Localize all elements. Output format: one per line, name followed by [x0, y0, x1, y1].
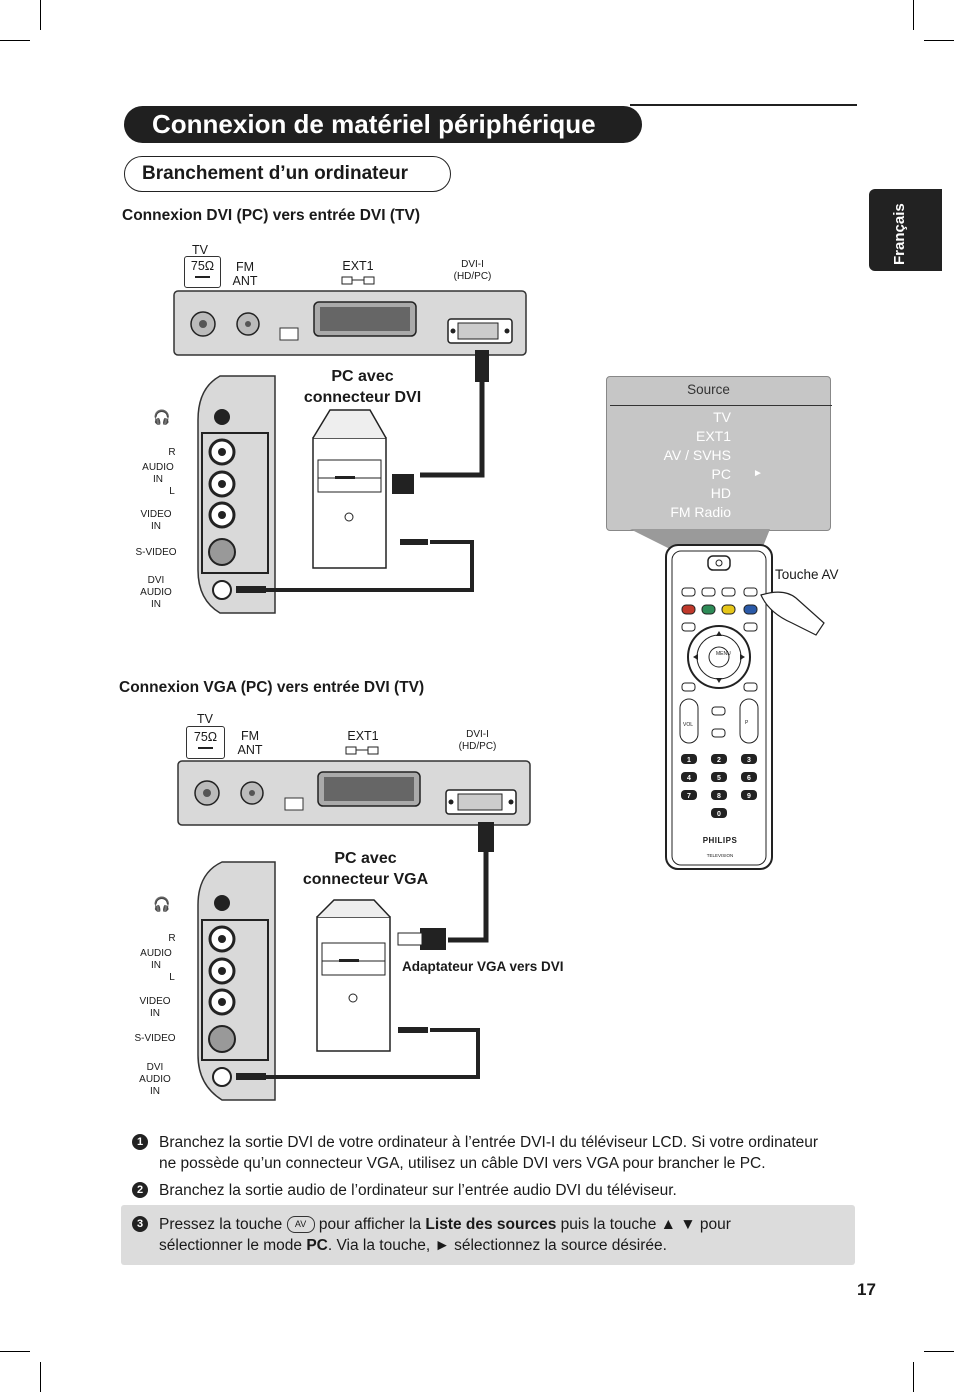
audio-label-1: AUDIO [142, 462, 174, 473]
ext1-arrows-icon [342, 277, 374, 284]
source-menu [606, 376, 831, 531]
section-subtitle: Branchement d’un ordinateur [124, 156, 451, 192]
step-3-a: Pressez la touche [159, 1216, 283, 1233]
pc-tower [313, 438, 386, 568]
svideo-label-2: S-VIDEO [134, 1033, 176, 1044]
fm-label-2a: FM [240, 729, 260, 743]
fm-label-2b: ANT [237, 743, 263, 757]
yellow-button [722, 605, 735, 614]
adapter-label: Adaptateur VGA vers DVI [402, 959, 564, 974]
video-label-1: VIDEO [140, 509, 172, 520]
menu-item-av-svhs[interactable]: AV / SVHS [663, 447, 731, 463]
digit-key-label: 4 [687, 775, 691, 782]
video-label-2b: IN [150, 1008, 160, 1019]
antenna-value: 75Ω [190, 259, 215, 273]
touche-av-label: Touche AV [775, 567, 839, 582]
dvi-audio-label-2: AUDIO [140, 587, 172, 598]
small-port [280, 328, 298, 340]
pc-tower-2 [317, 917, 390, 1051]
menu-button [709, 647, 729, 667]
dvi-audio-port [213, 581, 231, 599]
menu-item-hd[interactable]: HD [710, 485, 731, 501]
step-3-bold-2: PC [306, 1237, 328, 1254]
pc-vga-label-2: connecteur VGA [302, 871, 429, 888]
vga-adapter [420, 928, 446, 950]
step-3-number: 3 [132, 1216, 148, 1232]
digit-key-label: 5 [717, 775, 721, 782]
remote-brand-sub: TELEVISION [706, 853, 734, 858]
digit-key-label: 9 [747, 793, 751, 800]
video-label-2a: VIDEO [139, 996, 171, 1007]
red-button [682, 605, 695, 614]
svideo-port [209, 539, 235, 565]
menu-button-label: MENU [716, 651, 731, 657]
menu-item-tv[interactable]: TV [713, 409, 731, 425]
power-button [708, 556, 730, 570]
prog-label: P [745, 720, 749, 726]
tv-label-2: TV [197, 712, 213, 726]
menu-item-fm-radio[interactable]: FM Radio [670, 504, 731, 520]
fm-label-2: ANT [232, 274, 258, 288]
dvi-connection-diagram [130, 270, 550, 620]
tv-label: TV [192, 243, 208, 257]
audio-label-2: IN [153, 474, 163, 485]
volume-rocker [680, 699, 698, 743]
page-title: Connexion de matériel périphérique [124, 106, 642, 143]
digit-key-label: 3 [747, 757, 751, 764]
fm-label-1: FM [235, 260, 255, 274]
audio-l-label-2: L [169, 972, 175, 983]
vga-connection-diagram [130, 740, 560, 1105]
dvi-audio-label-2b: AUDIO [139, 1074, 171, 1085]
remote-control [664, 543, 826, 873]
dvi-label-1: DVI-I [461, 259, 484, 270]
page-number: 17 [857, 1280, 876, 1299]
audio-r-label-2: R [168, 933, 176, 944]
dvi-audio-label-2c: IN [150, 1086, 160, 1097]
pc-dvi-label-2: connecteur DVI [303, 389, 422, 406]
ext1-arrows-icon-2 [346, 747, 378, 754]
digit-key-label: 8 [717, 793, 721, 800]
program-rocker [740, 699, 758, 743]
remote-brand: PHILIPS [702, 836, 738, 845]
tv-side-panel [198, 376, 275, 613]
step-2-text: Branchez la sortie audio de l’ordinateur sur l’entrée audio DVI du téléviseur. [159, 1182, 677, 1199]
menu-item-ext1[interactable]: EXT1 [695, 428, 731, 444]
audio-label-2b: IN [151, 960, 161, 971]
dvi-audio-label-1: DVI [147, 575, 165, 586]
step-1-number: 1 [132, 1134, 148, 1150]
menu-divider [610, 405, 832, 406]
audio-l-label: L [169, 486, 175, 497]
source-menu-title: Source [687, 382, 730, 397]
vga-section-heading: Connexion VGA (PC) vers entrée DVI (TV) [119, 679, 425, 696]
step-3-b: pour afficher la [318, 1216, 422, 1233]
step-2-number: 2 [132, 1182, 148, 1198]
ext1-label: EXT1 [342, 259, 374, 273]
headphone-port [214, 409, 230, 425]
blue-button [744, 605, 757, 614]
dvi-label-2a: DVI-I [466, 729, 489, 740]
dvi-audio-label-3: IN [151, 599, 161, 610]
antenna-value-2: 75Ω [193, 730, 218, 744]
video-label-2: IN [151, 521, 161, 532]
step-3-c: puis la touche ▲ ▼ pour [560, 1216, 731, 1233]
audio-r-label: R [168, 447, 176, 458]
step-3-d: sélectionner le mode [159, 1237, 303, 1254]
dvi-audio-label-2a: DVI [146, 1062, 164, 1073]
step-1-line-2: ne possède qu’un connecteur VGA, utilisez un câble DVI vers VGA pour brancher le PC. [159, 1155, 766, 1172]
av-button [744, 588, 757, 596]
menu-item-pc[interactable]: PC [711, 466, 731, 482]
headphone-icon: 🎧 [153, 409, 171, 425]
digit-key-label: 0 [717, 811, 721, 818]
pc-dvi-label-1: PC avec [331, 368, 394, 385]
language-tab[interactable] [869, 189, 942, 271]
pc-vga-label-1: PC avec [334, 850, 397, 867]
language-tab-label: Français [891, 203, 908, 265]
digit-key-label: 2 [717, 757, 721, 764]
ext1-label-2: EXT1 [347, 729, 379, 743]
dvi-label-2b: (HD/PC) [458, 741, 497, 752]
dvi-cable-2 [448, 852, 486, 940]
digit-key-label: 1 [687, 757, 691, 764]
menu-selected-arrow-icon: ► [753, 468, 763, 479]
vol-label: VOL [683, 722, 694, 728]
audio-label-2a: AUDIO [140, 948, 172, 959]
step-3-e: . Via la touche, ► sélectionnez la source désirée. [327, 1237, 667, 1254]
dvi-label-2: (HD/PC) [453, 271, 492, 282]
dvi-plug [475, 350, 489, 382]
step-3-bold-1: Liste des sources [425, 1216, 557, 1233]
step-1-line-1: Branchez la sortie DVI de votre ordinateur à l’entrée DVI-I du téléviseur LCD. Si votre ordinateur [159, 1134, 819, 1151]
digit-key-label: 7 [687, 793, 691, 800]
green-button [702, 605, 715, 614]
headphone-icon-2: 🎧 [153, 896, 171, 912]
digit-key-label: 6 [747, 775, 751, 782]
av-key-icon: AV [287, 1216, 315, 1233]
svideo-label: S-VIDEO [135, 547, 177, 558]
dvi-section-heading: Connexion DVI (PC) vers entrée DVI (TV) [122, 207, 420, 224]
title-rule [630, 104, 857, 106]
